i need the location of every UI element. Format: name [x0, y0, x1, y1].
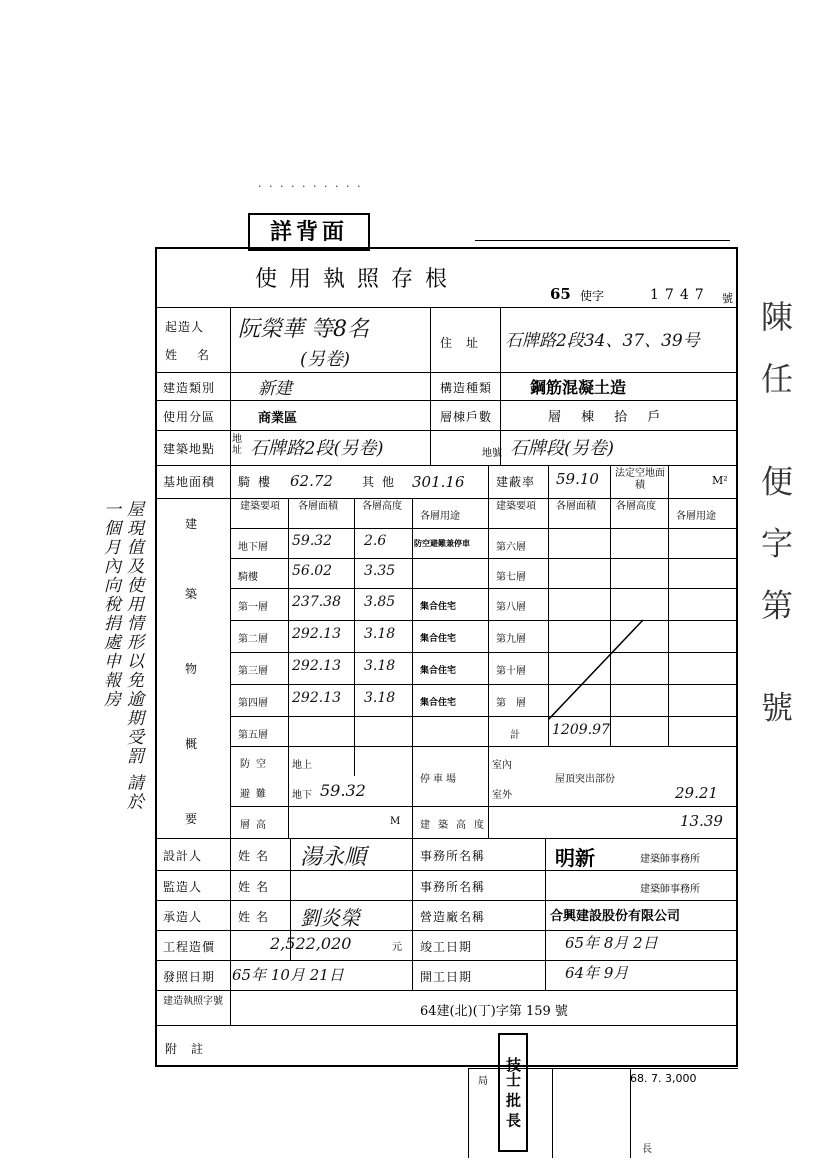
floor-name: 第二層	[238, 634, 268, 645]
header-item-2: 建築要項	[496, 501, 536, 512]
designer-office-label: 事務所名稱	[420, 849, 486, 863]
floor-height: 2.6	[364, 533, 387, 549]
contractor-name-label: 姓名	[238, 910, 275, 924]
parking-indoor: 室內	[492, 760, 512, 771]
floor-height: 3.85	[364, 594, 396, 610]
floor-use: 集合住宅	[420, 698, 457, 708]
top-right-stamp	[475, 195, 730, 241]
builder-name-label: 姓名	[165, 348, 230, 362]
builder-label: 起造人	[165, 320, 205, 334]
parking-label: 停車場	[420, 774, 459, 785]
floor-height: 3.18	[364, 690, 396, 706]
floor-use: 集合住宅	[420, 634, 457, 644]
shelter-below-value: 59.32	[320, 781, 366, 800]
arcade-label: 騎樓	[238, 475, 279, 489]
floor-name: 地下層	[238, 542, 268, 553]
site-address-tag: 地址	[232, 434, 242, 456]
footer-label-chief: 長	[642, 1144, 652, 1155]
start-date: 64年 9月	[565, 964, 629, 982]
coverage-label: 建蔽率	[496, 475, 536, 489]
top-faint-text: · · · · · · · · · ·	[258, 180, 363, 193]
footer-label-bureau: 局	[478, 1076, 488, 1087]
site-label: 建築地點	[163, 442, 216, 456]
permit-word: 使字	[580, 289, 605, 303]
contractor-role: 承造人	[163, 910, 203, 924]
floor-name-right: 第九層	[496, 634, 526, 645]
structure-label: 構造種類	[440, 381, 493, 395]
site-lot: 石牌段(另卷)	[510, 438, 615, 459]
floor-area: 292.13	[292, 658, 341, 674]
other-label: 其他	[362, 475, 403, 489]
floor-area: 56.02	[292, 563, 333, 579]
builder-address: 石牌路2段34、37、39号	[505, 331, 700, 351]
contractor-office: 合興建設股份有限公司	[550, 909, 681, 924]
designer-role: 設計人	[163, 849, 203, 863]
right-margin-text: 陳任 便字第 號	[756, 300, 794, 753]
build-type-label: 建造類別	[163, 381, 216, 395]
floors-value: 層 棟 拾 戶	[548, 410, 669, 425]
parking-outdoor: 室外	[492, 790, 512, 801]
roof-value: 29.21	[675, 784, 718, 802]
open-space-unit: M²	[712, 474, 728, 487]
header-area: 各層面積	[298, 501, 338, 512]
form-title: 使用執照存根	[255, 267, 460, 292]
floor-height-label: 層高	[240, 820, 272, 831]
header-use: 各層用途	[420, 511, 460, 522]
floor-height: 3.18	[364, 658, 396, 674]
floor-height: 3.35	[364, 563, 396, 579]
coverage-value: 59.10	[556, 470, 599, 488]
floor-use: 集合住宅	[420, 602, 457, 612]
supervisor-name-label: 姓名	[238, 880, 275, 894]
issue-date: 65年 10月 21日	[232, 966, 344, 984]
side-note: 屋現值及使用情形以免逾期受罰 請於一個月內向稅捐處申報房	[100, 500, 143, 812]
floor-height-unit: M	[390, 816, 401, 827]
floor-name: 第五層	[238, 730, 268, 741]
detail-stamp: 詳背面	[248, 213, 370, 251]
contractor-office-label: 營造廠名稱	[420, 910, 486, 924]
builder-address-label: 住址	[440, 336, 493, 350]
floor-area: 292.13	[292, 626, 341, 642]
shelter-below: 地下	[292, 790, 312, 801]
contractor-name: 劉炎榮	[300, 906, 360, 930]
floor-name-right: 第六層	[496, 542, 526, 553]
building-height-value: 13.39	[680, 812, 723, 830]
total-value: 1209.97	[552, 722, 610, 738]
cost-value: 2,522,020	[270, 934, 352, 953]
cost-label: 工程造價	[163, 940, 216, 954]
shelter-label-1: 防空	[240, 759, 272, 770]
designer-office: 明新	[555, 846, 595, 870]
floor-height: 3.18	[364, 626, 396, 642]
floor-area: 237.38	[292, 594, 341, 610]
site-address: 石牌路2段(另卷)	[250, 438, 384, 459]
floor-name-right: 第十層	[496, 666, 526, 677]
floors-label: 層棟戶數	[440, 410, 493, 424]
floor-use: 集合住宅	[420, 666, 457, 676]
floor-name-right: 第八層	[496, 602, 526, 613]
permit-ref-label: 建造執照字號	[163, 996, 223, 1007]
header-height-2: 各層高度	[616, 501, 656, 512]
header-area-2: 各層面積	[556, 501, 596, 512]
shelter-above: 地上	[292, 760, 312, 771]
cost-unit: 元	[392, 942, 402, 953]
floor-name: 騎樓	[238, 572, 258, 583]
zone-value: 商業區	[258, 411, 298, 426]
floor-area: 292.13	[292, 690, 341, 706]
floor-name-right: 第 層	[496, 698, 526, 709]
floor-use: 防空避難兼停車	[414, 538, 470, 548]
header-item: 建築要項	[240, 501, 280, 512]
designer-name: 湯永順	[300, 845, 367, 870]
floor-name: 第四層	[238, 698, 268, 709]
floor-name-right: 第七層	[496, 572, 526, 583]
permit-suffix: 號	[722, 292, 733, 305]
designer-name-label: 姓名	[238, 849, 275, 863]
builder-sub: (另卷)	[300, 349, 351, 370]
completion-label: 竣工日期	[420, 940, 473, 954]
supervisor-suffix: 建築師事務所	[640, 884, 700, 895]
completion-date: 65年 8月 2日	[565, 934, 658, 952]
header-height: 各層高度	[362, 501, 402, 512]
area-label: 基地面積	[163, 475, 216, 489]
shelter-label-2: 避難	[240, 789, 272, 800]
build-type-value: 新建	[258, 379, 292, 399]
permit-ref-value: 64建(北)(丁)字第 159 號	[420, 1004, 568, 1019]
note-label: 附註	[165, 1042, 218, 1056]
arcade-value: 62.72	[290, 472, 333, 490]
site-lot-tag: 地號	[482, 448, 502, 459]
issue-label: 發照日期	[163, 970, 216, 984]
roof-label: 屋頂突出部份	[555, 774, 615, 785]
total-label: 計	[510, 730, 520, 741]
permit-number: 1747	[650, 287, 710, 303]
other-value: 301.16	[412, 473, 465, 491]
floor-name: 第一層	[238, 602, 268, 613]
permit-year: 65	[550, 285, 571, 303]
floor-area: 59.32	[292, 533, 333, 549]
floor-name: 第三層	[238, 666, 268, 677]
header-use-2: 各層用途	[676, 511, 716, 522]
building-height-label: 建築高度	[420, 820, 492, 831]
print-code: 68. 7. 3,000	[630, 1072, 697, 1085]
approval-stamp: 技士 批 長	[498, 1033, 528, 1152]
start-label: 開工日期	[420, 970, 473, 984]
designer-suffix: 建築師事務所	[640, 854, 700, 865]
strike-line	[548, 615, 648, 725]
builder-name: 阮榮華 等8名	[238, 317, 369, 342]
zone-label: 使用分區	[163, 410, 216, 424]
structure-value: 鋼筋混凝土造	[530, 378, 627, 397]
supervisor-role: 監造人	[163, 880, 203, 894]
open-space-label: 法定空地面積	[615, 468, 665, 491]
supervisor-office-label: 事務所名稱	[420, 880, 486, 894]
